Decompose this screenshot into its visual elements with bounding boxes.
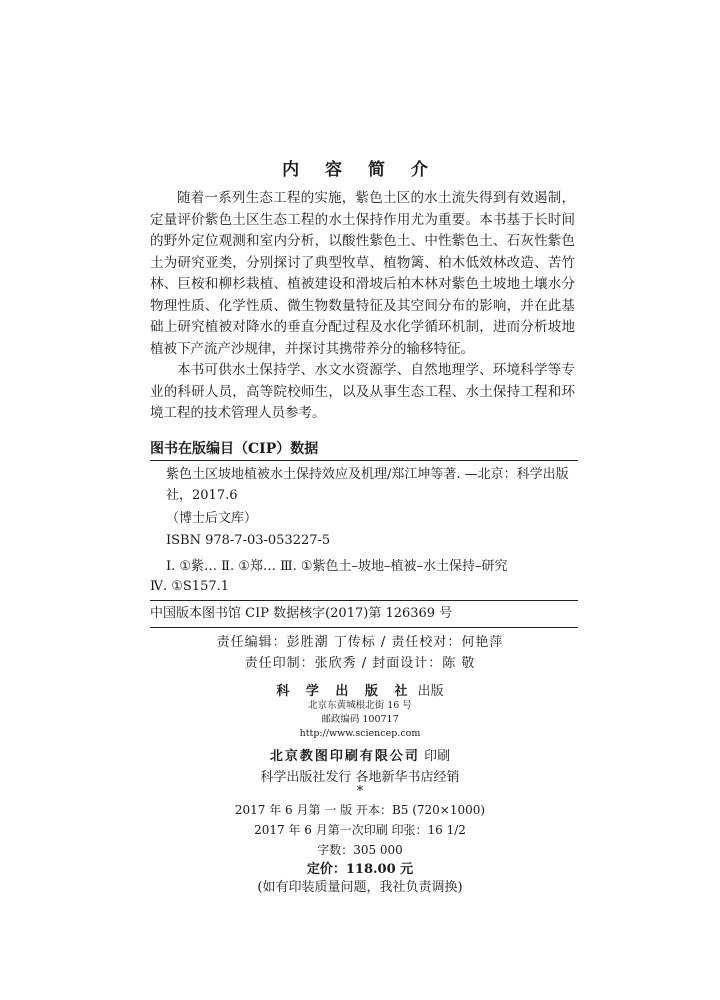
printer-suffix: 印刷 [424, 749, 451, 764]
publisher-postcode: 邮政编码 100717 [321, 714, 399, 725]
intro-text [150, 188, 575, 425]
publisher-url: http://www.sciencep.com [299, 728, 421, 739]
cip-series: （博士后文库） [166, 511, 258, 526]
publisher-logo-text: 科 学 出 版 社 [276, 684, 414, 699]
cip-classification-1: Ⅰ. ①紫… Ⅱ. ①郑… Ⅲ. ①紫色土–坡地–植被–水土保持–研究 [166, 559, 508, 574]
separator-asterisk: * [356, 784, 364, 799]
publisher-block [0, 680, 720, 741]
cip-isbn: ISBN 978-7-03-053227-5 [166, 533, 331, 548]
quality-notice: (如有印装质量问题，我社负责调换) [257, 880, 463, 895]
print-line: 2017 年 6 月第一次印刷 印张：16 1/2 [254, 823, 466, 837]
distribution-line: 科学出版社发行 各地新华书店经销 [260, 770, 460, 785]
cip-data-number: 中国版本图书馆 CIP 数据核字(2017)第 126369 号 [150, 606, 453, 621]
cip-mid-rule [150, 600, 578, 601]
cip-record [150, 464, 578, 506]
credits-line-1: 责任编辑：彭胜潮 丁传标 / 责任校对：何艳萍 [216, 635, 504, 650]
intro-paragraph-1: 随着一系列生态工程的实施，紫色土区的水土流失得到有效遏制，定量评价紫色土区生态工程的水土保持作用尤为重要。本书基于长时间的野外定位观测和室内分析，以酸性紫色土、中性紫色土、石灰性紫色土为研究亚类，分别探讨了典型牧草、植物篱、柏木低效林改造、苦竹林、巨桉和柳杉栽植、植被建设和滑坡后柏木林对紫色土坡地土壤水分物理性质、化学性质、微生物数量特征及其空间分布的影响，并在此基础上研究植被对降水的垂直分配过程及水化学循环机制，进而分析坡地植被下产流产沙规律，并探讨其携带养分的输移特征。 [150, 190, 575, 357]
price-label: 定价： [306, 862, 346, 877]
credits-line-2: 责任印制：张欣秀 / 封面设计：陈 敬 [244, 656, 476, 671]
cip-bottom-rule [150, 627, 578, 628]
edition-block [0, 800, 720, 880]
page-title: 内 容 简 介 [282, 160, 438, 180]
cip-heading: 图书在版编目（CIP）数据 [150, 441, 319, 457]
price-value: 118.00 元 [345, 862, 414, 877]
cip-record-text: 紫色土区坡地植被水土保持效应及机理/郑江坤等著. —北京：科学出版社，2017.6 [166, 467, 569, 503]
printer-logo-text: 北京教图印刷有限公司 [269, 749, 420, 764]
printer-block [0, 745, 720, 799]
cip-classification-2: Ⅳ. ①S157.1 [150, 579, 230, 594]
publisher-address: 北京东黄城根北街 16 号 [308, 700, 412, 711]
cip-top-rule [150, 460, 578, 461]
editor-credits [0, 632, 720, 674]
intro-paragraph-2: 本书可供水土保持学、水文水资源学、自然地理学、环境科学等专业的科研人员，高等院校师生，以及从事生态工程、水土保持工程和环境工程的技术管理人员参考。 [150, 362, 575, 421]
publisher-suffix: 出版 [417, 684, 444, 699]
edition-line: 2017 年 6 月第 一 版 开本：B5 (720×1000) [234, 803, 486, 817]
word-count: 字数：305 000 [317, 843, 403, 857]
